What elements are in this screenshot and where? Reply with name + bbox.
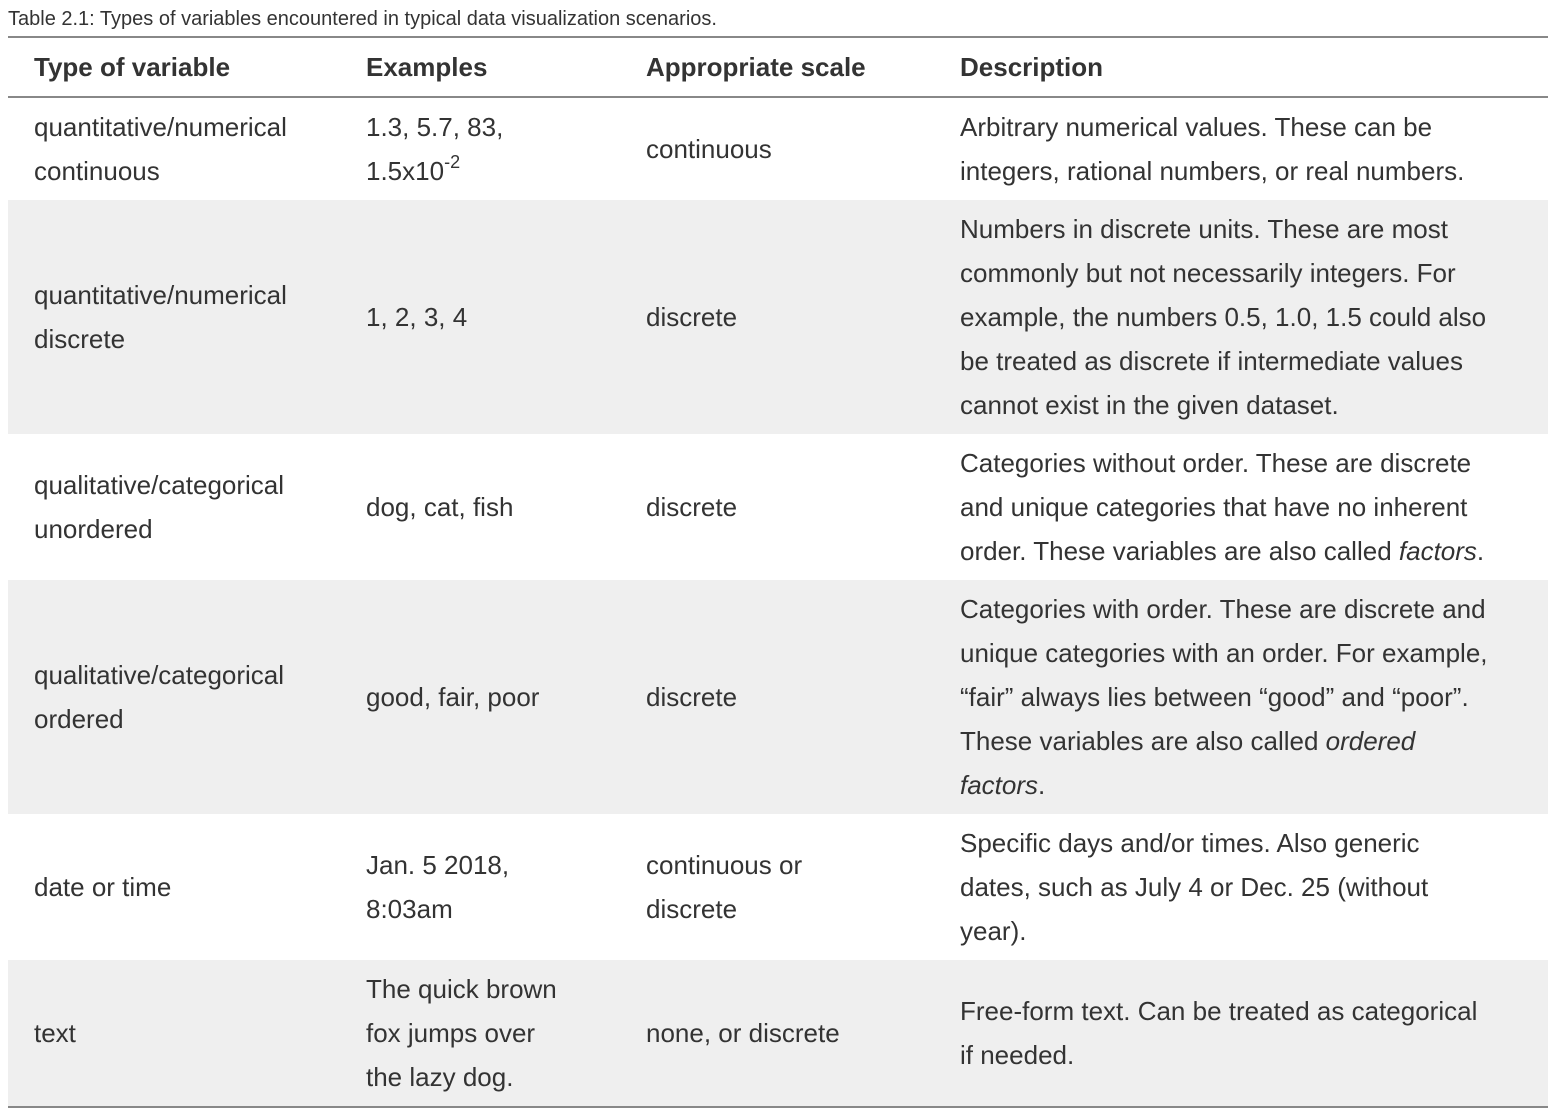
variables-table	[8, 36, 1548, 1108]
cell-line: text	[34, 1018, 76, 1048]
cell-line: Specific days and/or times. Also generic	[960, 828, 1420, 858]
header-appropriate-scale: Appropriate scale	[646, 52, 866, 82]
cell-line: continuous	[646, 134, 772, 164]
cell-line: cannot exist in the given dataset.	[960, 390, 1339, 420]
cell-line	[960, 529, 1548, 573]
cell-type	[8, 97, 340, 200]
cell-line: 1.3, 5.7, 83,	[366, 112, 504, 142]
table-row	[8, 580, 1548, 814]
cell-line: commonly but not necessarily integers. For	[960, 258, 1456, 288]
cell-line: Jan. 5 2018,	[366, 850, 510, 880]
cell-examples	[340, 200, 620, 434]
cell-examples	[340, 97, 620, 200]
cell-scale	[620, 434, 934, 580]
cell-line: continuous	[34, 156, 160, 186]
cell-line: integers, rational numbers, or real numbers.	[960, 156, 1465, 186]
cell-type	[8, 434, 340, 580]
cell-description	[934, 580, 1548, 814]
cell-line: Numbers in discrete units. These are most	[960, 214, 1448, 244]
cell-description	[934, 434, 1548, 580]
cell-line: example, the numbers 0.5, 1.0, 1.5 could also	[960, 302, 1487, 332]
cell-text: 1.5x10	[366, 156, 445, 186]
variables-table-container	[8, 36, 1548, 1108]
cell-examples	[340, 960, 620, 1107]
table-row	[8, 200, 1548, 434]
cell-line: Categories with order. These are discrete and	[960, 594, 1486, 624]
header-row	[8, 37, 1548, 97]
cell-line: qualitative/categorical	[34, 660, 285, 690]
cell-line: The quick brown	[366, 974, 557, 1004]
cell-line: none, or discrete	[646, 1018, 840, 1048]
cell-line: fox jumps over	[366, 1018, 536, 1048]
cell-scale	[620, 97, 934, 200]
cell-line	[960, 763, 1548, 807]
cell-line: dates, such as July 4 or Dec. 25 (without	[960, 872, 1429, 902]
header-examples: Examples	[366, 52, 488, 82]
header-description: Description	[960, 52, 1104, 82]
cell-line: the lazy dog.	[366, 1062, 514, 1092]
cell-line: good, fair, poor	[366, 682, 540, 712]
cell-type	[8, 200, 340, 434]
cell-line	[960, 719, 1548, 763]
cell-description	[934, 960, 1548, 1107]
superscript-exponent: -2	[444, 152, 461, 173]
cell-scale	[620, 960, 934, 1107]
emphasis-term: ordered	[1325, 726, 1416, 756]
cell-line: be treated as discrete if intermediate values	[960, 346, 1463, 376]
cell-type	[8, 580, 340, 814]
cell-line: 1, 2, 3, 4	[366, 302, 468, 332]
emphasis-term: factors	[1398, 536, 1477, 566]
cell-type	[8, 960, 340, 1107]
cell-text: .	[1476, 536, 1485, 566]
cell-examples	[340, 814, 620, 960]
table-caption: Table 2.1: Types of variables encountered in typical data visualization scenarios.	[8, 8, 717, 30]
cell-line: qualitative/categorical	[34, 470, 285, 500]
cell-line: unordered	[34, 514, 153, 544]
cell-scale	[620, 200, 934, 434]
cell-line: and unique categories that have no inherent	[960, 492, 1468, 522]
cell-line: Arbitrary numerical values. These can be	[960, 112, 1433, 142]
cell-line: continuous or	[646, 850, 803, 880]
cell-examples	[340, 434, 620, 580]
cell-line: quantitative/numerical	[34, 280, 287, 310]
cell-line: if needed.	[960, 1040, 1075, 1070]
table-header	[8, 37, 1548, 97]
header-type-of-variable: Type of variable	[34, 52, 231, 82]
emphasis-term: factors	[960, 770, 1039, 800]
cell-line: discrete	[646, 682, 738, 712]
table-body	[8, 97, 1548, 1107]
cell-line: year).	[960, 916, 1027, 946]
cell-line: 8:03am	[366, 894, 453, 924]
cell-description	[934, 200, 1548, 434]
cell-line: “fair” always lies between “good” and “poor”.	[960, 682, 1469, 712]
cell-line: Free-form text. Can be treated as categorical	[960, 996, 1478, 1026]
cell-line: dog, cat, fish	[366, 492, 514, 522]
cell-line: Categories without order. These are discrete	[960, 448, 1472, 478]
cell-scale	[620, 814, 934, 960]
cell-line: date or time	[34, 872, 172, 902]
cell-description	[934, 97, 1548, 200]
table-row	[8, 960, 1548, 1107]
cell-line: discrete	[646, 302, 738, 332]
cell-text: These variables are also called	[960, 726, 1326, 756]
table-row	[8, 434, 1548, 580]
cell-line: discrete	[646, 492, 738, 522]
cell-line: ordered	[34, 704, 124, 734]
cell-examples	[340, 580, 620, 814]
cell-text: order. These variables are also called	[960, 536, 1399, 566]
cell-type	[8, 814, 340, 960]
cell-scale	[620, 580, 934, 814]
table-row	[8, 814, 1548, 960]
cell-line: quantitative/numerical	[34, 112, 287, 142]
cell-line: unique categories with an order. For example,	[960, 638, 1488, 668]
cell-line	[366, 149, 620, 193]
cell-line: discrete	[34, 324, 126, 354]
cell-text: .	[1038, 770, 1046, 800]
table-row	[8, 97, 1548, 200]
cell-description	[934, 814, 1548, 960]
cell-line: discrete	[646, 894, 738, 924]
